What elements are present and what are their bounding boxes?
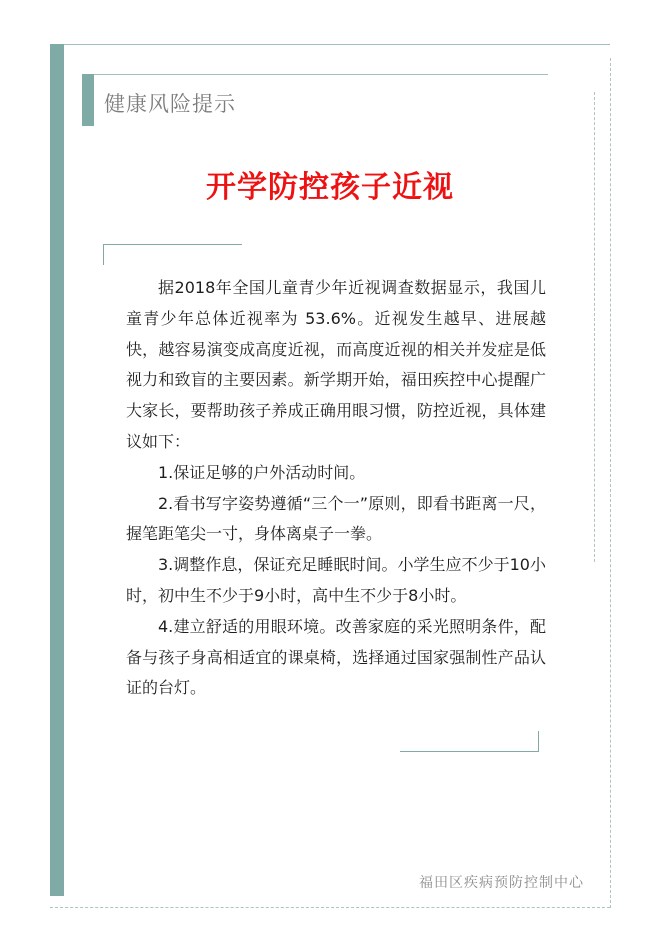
intro-paragraph: 据2018年全国儿童青少年近视调查数据显示，我国儿童青少年总体近视率为 53.6%。近视发生越早、进展越快，越容易演变成高度近视，而高度近视的相关并发症是低视力和致盲的主要因素。新学期开始，福田疾控中心提醒广大家长，要帮助孩子养成正确用眼习惯，防控近视，具体建议如下：: [126, 278, 546, 451]
page-title: 开学防控孩子近视: [206, 170, 454, 205]
advice-item-3: 3.调整作息，保证充足睡眠时间。小学生应不少于10小时，初中生不少于9小时，高中生不少于8小时。: [126, 555, 546, 605]
corner-bracket-top-left: [103, 244, 242, 245]
advice-item-2: 2.看书写字姿势遵循“三个一”原则，即看书距离一尺，握笔距笔尖一寸，身体离桌子一拳。: [126, 493, 546, 544]
article-body: [126, 273, 546, 704]
corner-bracket-bottom-right-vertical: [538, 731, 539, 752]
advice-item-4: 4.建立舒适的用眼环境。改善家庭的采光照明条件，配备与孩子身高相适宜的课桌椅，选择通过国家强制性产品认证的台灯。: [126, 616, 546, 698]
corner-bracket-top-left-vertical: [103, 244, 104, 265]
footer-organization: 福田区疾病预防控制中心: [419, 875, 584, 891]
section-heading: 健康风险提示: [104, 92, 236, 116]
bottom-dashed-border: [50, 907, 610, 908]
advice-item-1: 1.保证足够的户外活动时间。: [158, 462, 366, 482]
top-border-line: [64, 44, 610, 45]
header-rule: [94, 74, 548, 75]
header-accent-block: [82, 74, 94, 126]
corner-bracket-bottom-right: [400, 751, 538, 752]
